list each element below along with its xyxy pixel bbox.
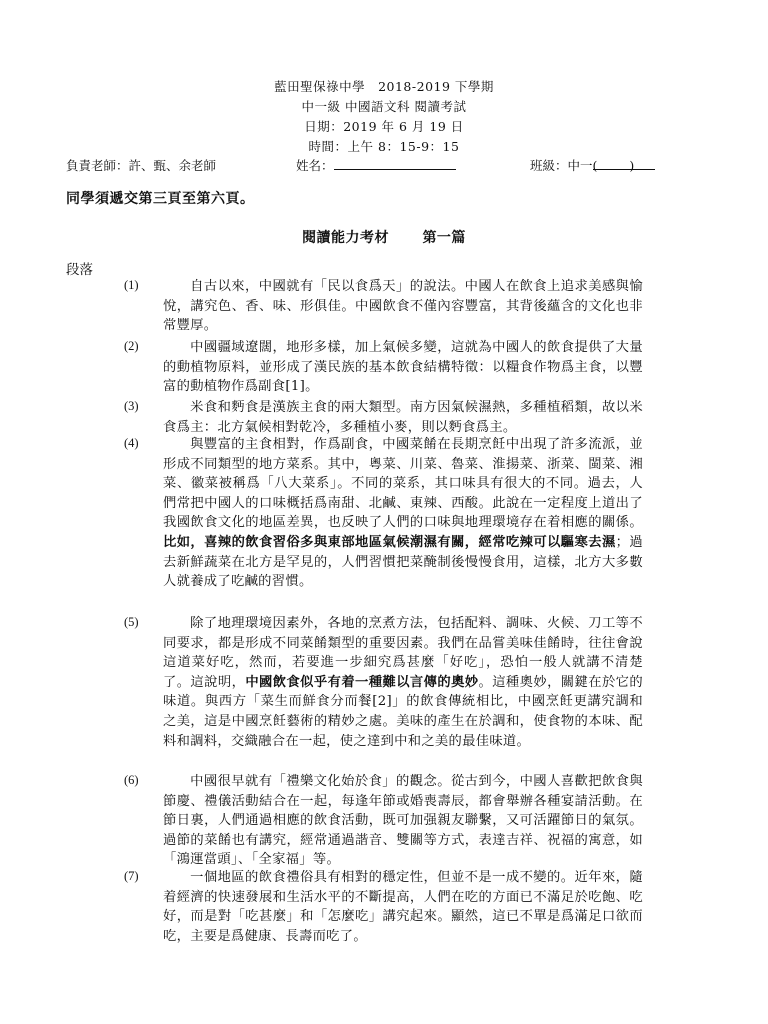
- paragraph-text: 中國很早就有「禮樂文化始於食」的觀念。從古到今，中國人喜歡把飲食與節慶、禮儀活動結合在一起，每逢年節或婚喪壽辰，都會舉辦各種宴請活動。在節日裏，人們通過相應的飲食活動，既可加强親友聯繫，又可活躍節日的氣氛。過節的菜餚也有講究，經常通過諧音、雙關等方式，表達吉祥、祝福的寓意，如「鴻運當頭」、「全家福」等。: [163, 774, 643, 868]
- paragraph-2: [163, 338, 643, 397]
- paragraph-text: ；過去新鮮蔬菜在北方是罕見的，人們習慣把菜醃制後慢慢食用，這樣，北方大多數人就養成了吃鹹的習慣。: [163, 534, 643, 590]
- paragraph-number: (5): [124, 615, 139, 629]
- student-info-row: [66, 156, 716, 176]
- submission-notice: 同學須遞交第三頁至第六頁。: [66, 191, 255, 207]
- paragraph-number: (1): [124, 278, 139, 292]
- paragraph-7: [163, 868, 643, 946]
- section-label: 段落: [66, 262, 93, 278]
- name-field[interactable]: [296, 156, 334, 174]
- class-blank-line[interactable]: [593, 156, 655, 170]
- exam-time: 時間：上午 8：15-9：15: [308, 139, 460, 154]
- paragraph-3: [163, 398, 643, 437]
- paragraph-text: 。這種奧妙，關鍵在於它的味道。與西方「菜生而鮮食分而餐[2]」的飲食傳統相比，中國烹飪更講究調和之美，這是中國烹飪藝術的精妙之處。美味的產生在於調和，使食物的本味、配料和調料，交織融合在一起，使之達到中和之美的最佳味道。: [163, 674, 643, 749]
- passage-part: 第一篇: [422, 230, 466, 246]
- paragraph-number: (6): [124, 773, 139, 787]
- paragraph-text: 除了地理環境因素外，各地的烹煮方法，包括配料、調味、火候、刀工等不同要求，都是形成不同菜餚類型的重要因素。我們在品嘗美味佳餚時，往往會說這道菜好吃，然而，若要進一步細究爲甚麼「好吃」，恐怕一般人就講不清楚了。這說明，: [163, 616, 643, 690]
- name-blank-line[interactable]: [334, 156, 456, 170]
- paragraph-text: 米食和麪食是漢族主食的兩大類型。南方因氣候濕熱，多種植稻類，故以米食爲主：北方氣候相對乾冷，多種植小麥，則以麪食爲主。: [163, 400, 643, 435]
- paragraph-number: (4): [124, 436, 139, 450]
- paragraph-text: 中國疆域遼闊，地形多樣，加上氣候多變，這就為中國人的飲食提供了大量的動植物原料，並形成了漢民族的基本飲食結構特徵：以糧食作物爲主食，以豐富的動植物作爲副食[1]。: [163, 340, 643, 395]
- paragraph-5: [163, 614, 643, 751]
- paragraph-1: [163, 277, 643, 336]
- class-paren-close: ): [629, 158, 635, 173]
- exam-subject: 中一級 中國語文科 閱讀考試: [301, 99, 467, 114]
- paragraph-number: (3): [124, 399, 139, 413]
- exam-date: 日期：2019 年 6 月 19 日: [304, 119, 464, 134]
- emphasized-text: 比如，喜辣的飲食習俗多與東部地區氣候潮濕有關，經常吃辣可以驅寒去濕: [163, 534, 616, 550]
- paragraph-number: (7): [124, 869, 139, 883]
- paragraph-text: 自古以來，中國就有「民以食爲天」的說法。中國人在飲食上追求美感與愉悅，講究色、香、味、形俱佳。中國飲食不僅內容豐富，其背後蘊含的文化也非常豐厚。: [163, 279, 643, 334]
- class-paren-open: (: [592, 158, 598, 173]
- paragraph-6: [163, 772, 643, 870]
- teachers-label: 負責老師：許、甄、余老師: [66, 158, 217, 173]
- class-field[interactable]: [530, 156, 634, 174]
- passage-title-text: 閱讀能力考材: [302, 230, 390, 246]
- paragraph-number: (2): [124, 339, 139, 353]
- emphasized-text: 中國飲食似乎有着一種難以言傳的奧妙: [245, 674, 479, 690]
- name-label: 姓名：: [296, 158, 334, 173]
- class-label: 班級：中一: [530, 158, 593, 173]
- paragraph-text: 一個地區的飲食禮俗具有相對的穩定性，但並不是一成不變的。近年來，隨着經濟的快速發展和生活水平的不斷提高，人們在吃的方面已不滿足於吃飽、吃好，而是對「吃甚麼」和「怎麼吃」講究起來。顯然，這已不單是爲滿足口欲而吃，主要是爲健康、長壽而吃了。: [163, 870, 643, 944]
- paragraph-4: [163, 435, 643, 592]
- school-semester: 藍田聖保祿中學 2018-2019 下學期: [274, 79, 494, 94]
- paragraph-text: 與豐富的主食相對，作爲副食，中國菜餚在長期烹飪中出現了許多流派，並形成不同類型的地方菜系。其中，粵菜、川菜、魯菜、淮揚菜、浙菜、閩菜、湘菜、徽菜被稱爲「八大菜系」。不同的菜系，其口味具有很大的不同。過去，人們常把中國人的口味概括爲南甜、北鹹、東辣、西酸。此說在一定程度上道出了我國飲食文化的地區差異，也反映了人們的口味與地理環境存在着相應的關係。: [163, 437, 643, 531]
- passage-title: [0, 227, 768, 247]
